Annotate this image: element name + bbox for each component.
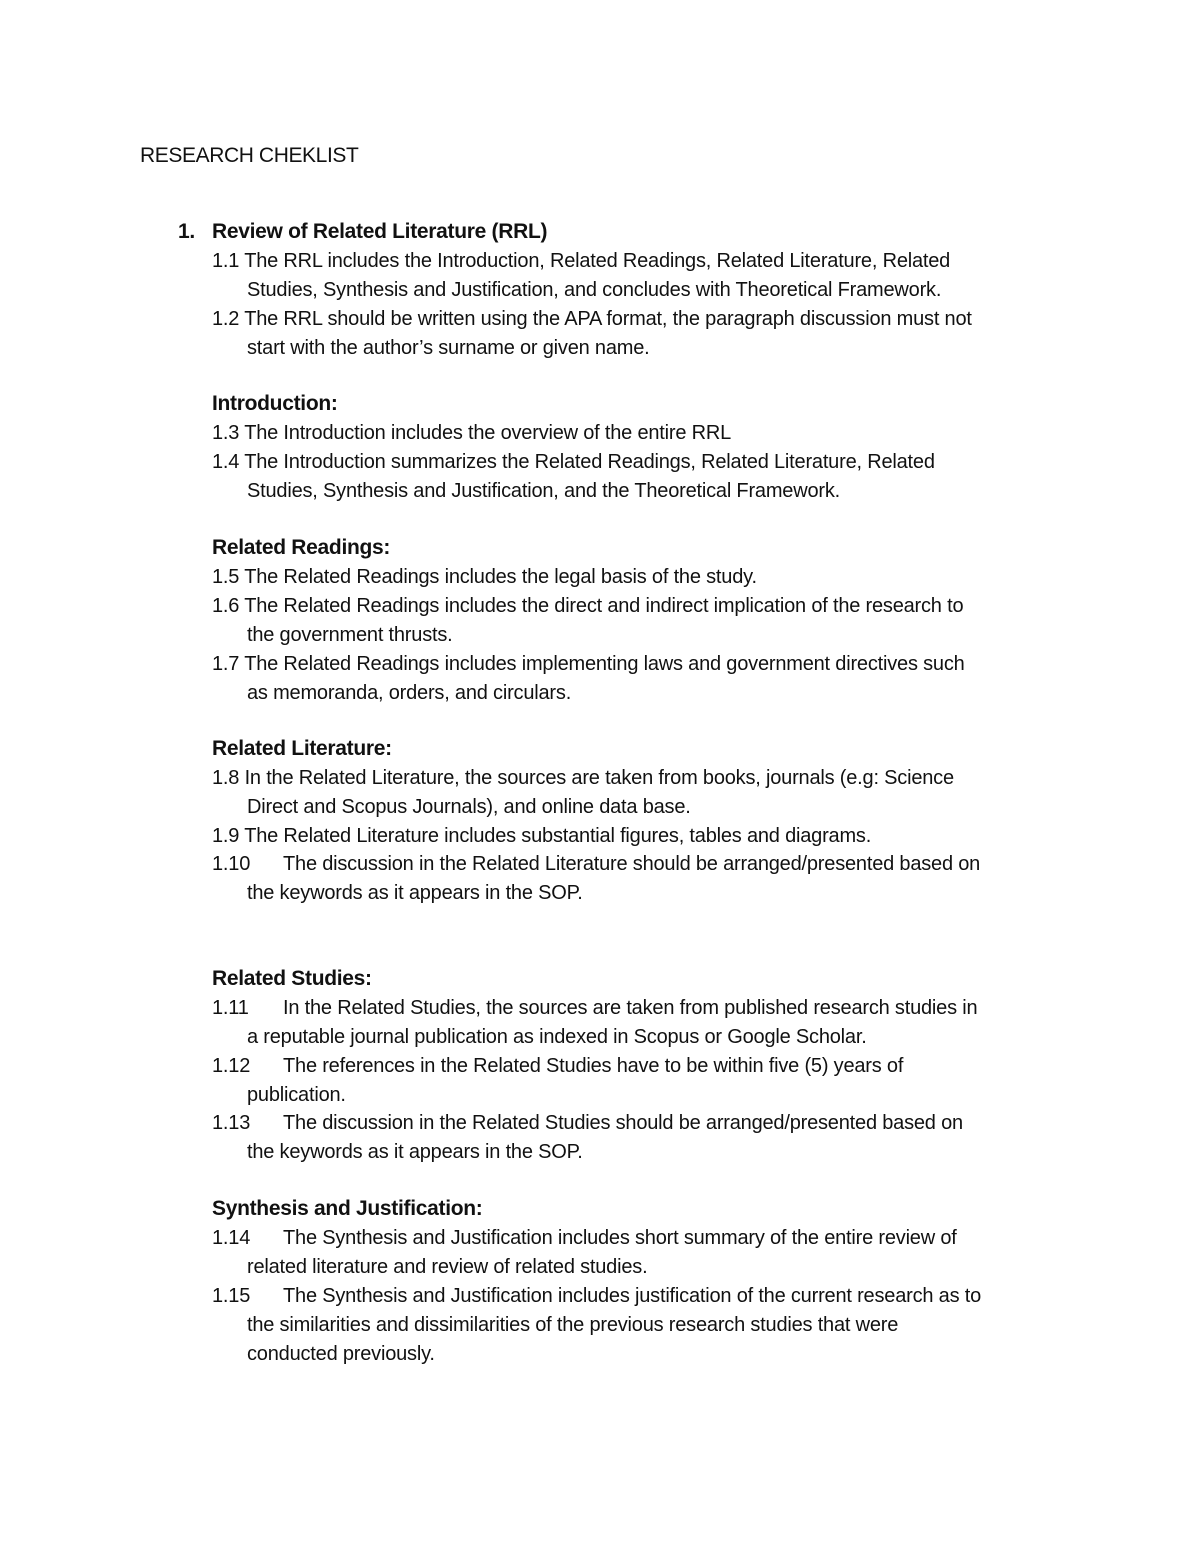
item-text-continued: conducted previously. <box>247 1343 435 1365</box>
item-number: 1.11 <box>212 997 249 1019</box>
item-text-continued: related literature and review of related studies. <box>247 1256 648 1278</box>
item-text-continued: Direct and Scopus Journals), and online data base. <box>247 796 691 818</box>
item-number: 1.10 <box>212 853 251 875</box>
checklist-item-1-1 <box>212 247 1062 305</box>
item-text: The discussion in the Related Literature should be arranged/presented based on <box>283 853 981 875</box>
checklist-item-1-5 <box>212 563 1062 592</box>
subheading-related-readings: Related Readings: <box>212 536 391 559</box>
checklist-item-1-9 <box>212 822 1062 851</box>
item-number: 1.1 <box>212 250 240 272</box>
item-text: The RRL includes the Introduction, Related Readings, Related Literature, Related <box>244 250 951 272</box>
item-text-continued: start with the author’s surname or given name. <box>247 337 650 359</box>
item-text-continued: the keywords as it appears in the SOP. <box>247 1141 583 1163</box>
item-text: In the Related Literature, the sources are taken from books, journals (e.g: Science <box>244 767 954 789</box>
item-text: In the Related Studies, the sources are taken from published research studies in <box>283 997 978 1019</box>
section-number: 1. <box>178 220 195 243</box>
item-number: 1.2 <box>212 308 240 330</box>
item-text: The Introduction includes the overview of the entire RRL <box>244 422 732 444</box>
item-text: The Synthesis and Justification includes justification of the current research as to <box>283 1285 982 1307</box>
item-text: The discussion in the Related Studies should be arranged/presented based on <box>283 1112 963 1134</box>
item-number: 1.14 <box>212 1227 251 1249</box>
checklist-item-1-8 <box>212 764 1062 822</box>
item-text: The Synthesis and Justification includes short summary of the entire review of <box>283 1227 957 1249</box>
item-text: The Related Literature includes substantial figures, tables and diagrams. <box>244 825 872 847</box>
item-text-continued: as memoranda, orders, and circulars. <box>247 682 572 704</box>
checklist-item-1-6 <box>212 592 1062 650</box>
item-number: 1.4 <box>212 451 240 473</box>
item-number: 1.7 <box>212 653 240 675</box>
item-text: The Related Readings includes the legal basis of the study. <box>244 566 757 588</box>
item-text-continued: the similarities and dissimilarities of the previous research studies that were <box>247 1314 899 1336</box>
section-heading-rrl <box>178 218 547 246</box>
item-text: The references in the Related Studies have to be within five (5) years of <box>283 1055 904 1077</box>
subheading-synthesis-justification: Synthesis and Justification: <box>212 1197 483 1220</box>
item-text: The RRL should be written using the APA format, the paragraph discussion must not <box>244 308 972 330</box>
document-title: RESEARCH CHEKLIST <box>140 144 359 167</box>
item-number: 1.9 <box>212 825 240 847</box>
checklist-item-1-4 <box>212 448 1062 506</box>
checklist-item-1-11 <box>212 994 1062 1052</box>
item-number: 1.6 <box>212 595 240 617</box>
item-number: 1.5 <box>212 566 240 588</box>
checklist-item-1-13 <box>212 1109 1062 1167</box>
item-text-continued: a reputable journal publication as indexed in Scopus or Google Scholar. <box>247 1026 867 1048</box>
checklist-item-1-14 <box>212 1224 1062 1282</box>
subheading-introduction: Introduction: <box>212 392 338 415</box>
item-text-continued: the keywords as it appears in the SOP. <box>247 882 583 904</box>
checklist-item-1-2 <box>212 305 1062 363</box>
item-number: 1.15 <box>212 1285 251 1307</box>
item-text-continued: Studies, Synthesis and Justification, and the Theoretical Framework. <box>247 480 841 502</box>
subheading-related-studies: Related Studies: <box>212 967 372 990</box>
subheading-related-literature: Related Literature: <box>212 737 392 760</box>
item-number: 1.12 <box>212 1055 251 1077</box>
checklist-item-1-15 <box>212 1282 1062 1369</box>
item-text: The Related Readings includes implementing laws and government directives such <box>244 653 965 675</box>
section-title: Review of Related Literature (RRL) <box>212 220 548 243</box>
checklist-item-1-3 <box>212 419 1062 448</box>
checklist-item-1-12 <box>212 1052 1062 1110</box>
item-number: 1.3 <box>212 422 240 444</box>
checklist-item-1-10 <box>212 850 1062 908</box>
item-text: The Introduction summarizes the Related Readings, Related Literature, Related <box>244 451 935 473</box>
item-text-continued: Studies, Synthesis and Justification, and concludes with Theoretical Framework. <box>247 279 942 301</box>
item-number: 1.8 <box>212 767 240 789</box>
item-text-continued: the government thrusts. <box>247 624 453 646</box>
item-text-continued: publication. <box>247 1084 346 1106</box>
item-text: The Related Readings includes the direct and indirect implication of the research to <box>244 595 964 617</box>
checklist-item-1-7 <box>212 650 1062 708</box>
item-number: 1.13 <box>212 1112 251 1134</box>
